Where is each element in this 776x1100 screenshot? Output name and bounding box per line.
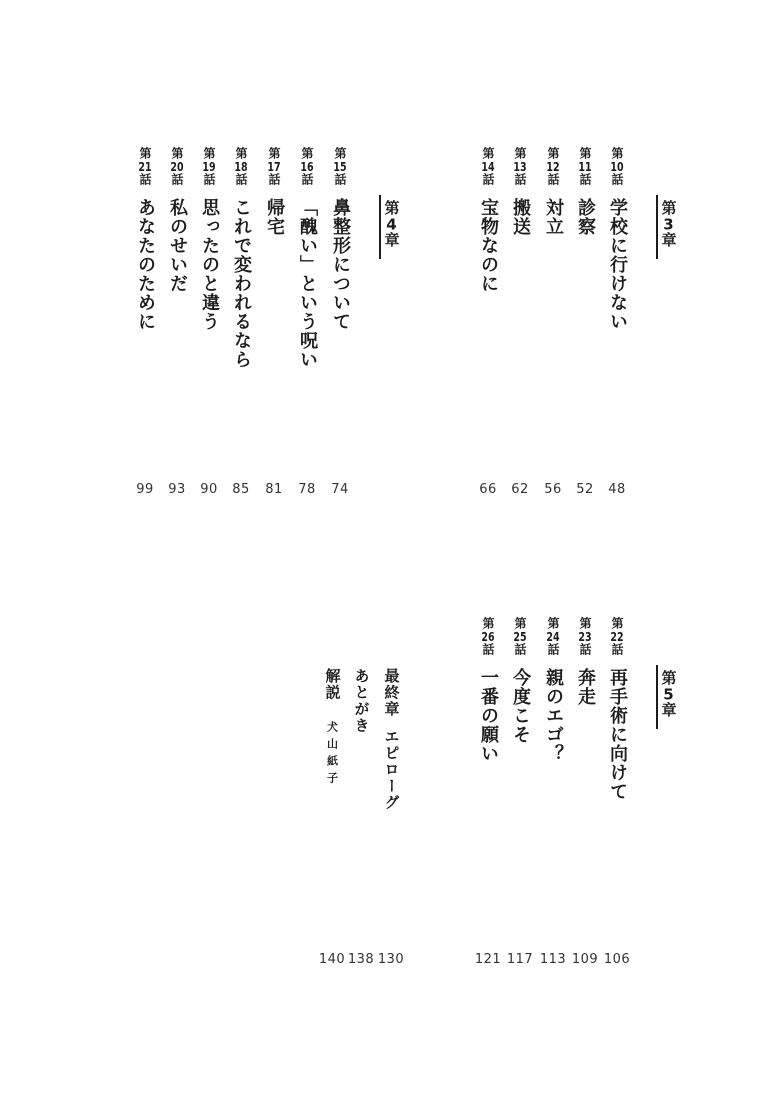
chapter-4-label: 第4章	[382, 200, 401, 249]
episode-23-label: 第23話	[578, 617, 592, 657]
episode-23-page: 109	[571, 952, 599, 967]
episode-15-label: 第15話	[333, 147, 347, 187]
episode-16-page: 78	[298, 482, 316, 497]
episode-10-page: 48	[608, 482, 626, 497]
episode-24-page: 113	[539, 952, 567, 967]
episode-17-label: 第17話	[267, 147, 281, 187]
episode-25-title: 今度こそ	[510, 668, 531, 744]
final-chapter-page: 130	[377, 952, 405, 967]
episode-13-label: 第13話	[513, 147, 527, 187]
afterword-page: 138	[347, 952, 375, 967]
episode-17-page: 81	[265, 482, 283, 497]
commentary-page: 140	[318, 952, 346, 967]
toc-bottom-half	[0, 470, 776, 1010]
episode-16-title: 「醜い」という呪い	[297, 198, 318, 369]
chapter-4-rule	[379, 195, 381, 259]
episode-10-label: 第10話	[610, 147, 624, 187]
episode-11-title: 診察	[575, 198, 596, 236]
episode-19-title: 思ったのと違う	[199, 198, 220, 331]
episode-10-title: 学校に行けない	[607, 198, 628, 331]
chapter-3-rule	[656, 195, 658, 259]
episode-21-title: あなたのために	[135, 198, 156, 331]
episode-20-page: 93	[168, 482, 186, 497]
episode-25-page: 117	[506, 952, 534, 967]
toc-top-half	[0, 0, 776, 540]
commentary-author: 犬山紙子	[325, 721, 339, 789]
episode-12-title: 対立	[543, 198, 564, 236]
episode-14-page: 66	[479, 482, 497, 497]
episode-12-page: 56	[544, 482, 562, 497]
commentary-title: 解説	[323, 668, 342, 701]
episode-16-label: 第16話	[300, 147, 314, 187]
chapter-3-label: 第3章	[659, 200, 678, 249]
episode-11-label: 第11話	[578, 147, 592, 187]
episode-21-label: 第21話	[138, 147, 152, 187]
episode-18-label: 第18話	[234, 147, 248, 187]
episode-26-label: 第26話	[481, 617, 495, 657]
episode-22-label: 第22話	[610, 617, 624, 657]
afterword-title: あとがき	[352, 668, 371, 734]
episode-20-label: 第20話	[170, 147, 184, 187]
episode-15-title: 鼻整形について	[330, 198, 351, 331]
episode-18-page: 85	[232, 482, 250, 497]
episode-24-label: 第24話	[546, 617, 560, 657]
episode-19-label: 第19話	[202, 147, 216, 187]
episode-21-page: 99	[136, 482, 154, 497]
episode-26-page: 121	[474, 952, 502, 967]
episode-13-page: 62	[511, 482, 529, 497]
chapter-5-rule	[656, 665, 658, 729]
episode-25-label: 第25話	[513, 617, 527, 657]
episode-23-title: 奔走	[575, 668, 596, 706]
episode-19-page: 90	[200, 482, 218, 497]
episode-12-label: 第12話	[546, 147, 560, 187]
episode-13-title: 搬送	[510, 198, 531, 236]
episode-26-title: 一番の願い	[478, 668, 499, 763]
episode-14-title: 宝物なのに	[478, 198, 499, 293]
episode-17-title: 帰宅	[264, 198, 285, 236]
chapter-5-label: 第5章	[659, 670, 678, 719]
final-chapter-title: 最終章 エピローグ	[382, 668, 401, 811]
episode-22-title: 再手術に向けて	[607, 668, 628, 801]
episode-11-page: 52	[576, 482, 594, 497]
episode-15-page: 74	[331, 482, 349, 497]
episode-20-title: 私のせいだ	[167, 198, 188, 293]
episode-24-title: 親のエゴ？	[543, 668, 564, 763]
episode-18-title: これで変われるなら	[231, 198, 252, 369]
episode-14-label: 第14話	[481, 147, 495, 187]
episode-22-page: 106	[603, 952, 631, 967]
